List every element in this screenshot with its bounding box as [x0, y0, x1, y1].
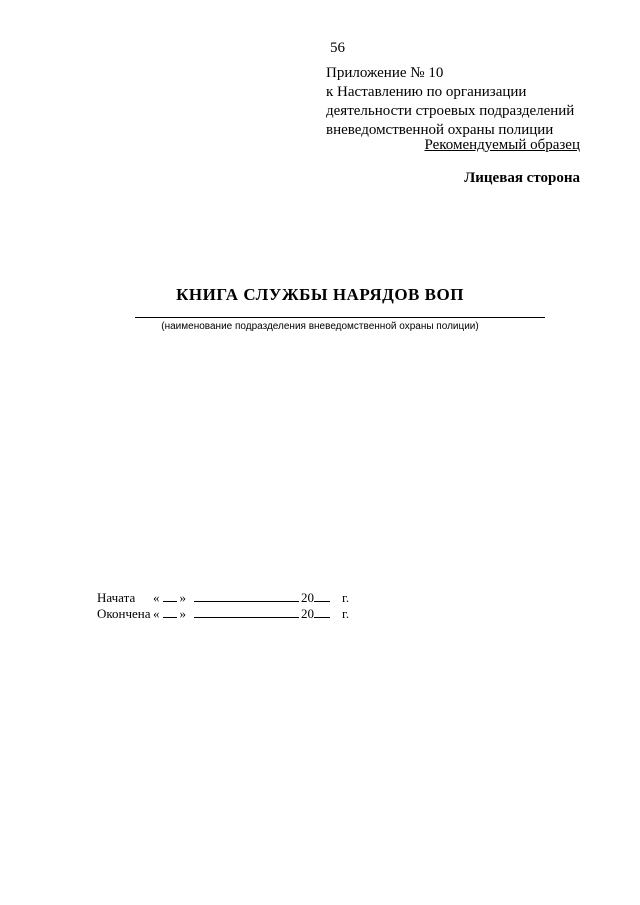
- close-quote: »: [179, 606, 186, 621]
- year-suffix: г.: [342, 590, 350, 605]
- month-blank: [194, 606, 299, 618]
- subdivision-caption: (наименование подразделения вневедомственной охраны полиции): [161, 321, 479, 332]
- finished-label: Окончена: [97, 606, 151, 621]
- subdivision-name-line: [135, 317, 545, 318]
- finished-date-row: [97, 606, 349, 622]
- recommended-sample-label: Рекомендуемый образец: [424, 137, 580, 153]
- page-number: 56: [330, 40, 345, 56]
- appendix-title: Приложение № 10: [326, 65, 444, 81]
- started-date-row: [97, 590, 349, 606]
- appendix-word: строевых: [415, 103, 476, 119]
- appendix-line-4: вневедомственной охраны полиции: [326, 122, 554, 138]
- century-prefix: 20: [301, 606, 314, 621]
- year-blank: [314, 606, 330, 618]
- appendix-line-2: [326, 83, 580, 102]
- day-blank: [163, 590, 177, 602]
- appendix-word: деятельности: [326, 103, 412, 119]
- month-blank: [194, 590, 299, 602]
- appendix-word: по: [426, 84, 443, 100]
- face-side-label: Лицевая сторона: [464, 170, 580, 186]
- open-quote: «: [153, 590, 160, 605]
- open-quote: «: [153, 606, 160, 621]
- appendix-word: Наставлению: [337, 84, 423, 100]
- day-blank: [163, 606, 177, 618]
- appendix-block: [326, 64, 580, 140]
- close-quote: »: [179, 590, 186, 605]
- started-label: Начата: [97, 590, 136, 605]
- dates-block: [97, 590, 349, 622]
- book-title: КНИГА СЛУЖБЫ НАРЯДОВ ВОП: [176, 285, 464, 304]
- appendix-word: к: [326, 84, 334, 100]
- appendix-line-3: [326, 102, 580, 121]
- year-blank: [314, 590, 330, 602]
- appendix-word: подразделений: [479, 103, 575, 119]
- year-suffix: г.: [342, 606, 350, 621]
- appendix-word: организации: [445, 84, 527, 100]
- century-prefix: 20: [301, 590, 314, 605]
